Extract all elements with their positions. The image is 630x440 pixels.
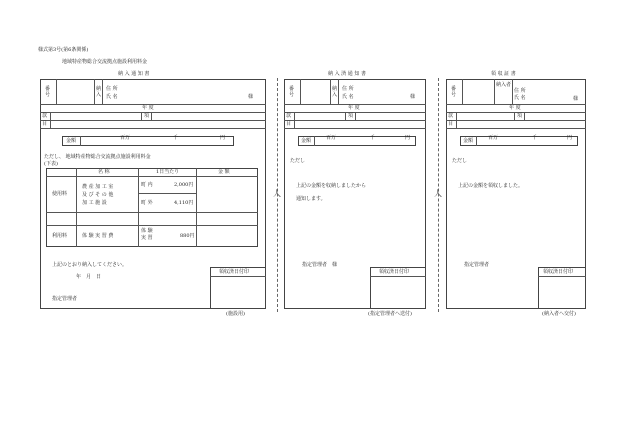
in-town-label: 町 内	[141, 182, 153, 188]
form-title: 地域特産物総合交流拠点施設利用料金	[62, 59, 148, 65]
notify-message: 通知します。	[296, 196, 326, 202]
copy-destination: (施設用)	[226, 311, 245, 317]
tadashi-text: ただし	[290, 158, 306, 164]
honorific: 様	[248, 94, 254, 100]
moku-label: 目	[286, 121, 292, 127]
col-name: 名 称	[98, 169, 110, 175]
fiscal-year-label: 年 度	[348, 105, 360, 111]
experience-price: 880円	[180, 233, 195, 239]
payment-request: 上記のとおり納入してください。	[52, 262, 128, 268]
receipt-stamp-label: 領収済日付印	[379, 269, 410, 275]
experience-unit: 体 験 実 習	[141, 228, 153, 241]
amount-label: 金額	[463, 138, 474, 144]
unit-yen: 円	[405, 135, 411, 141]
panel-title: 領 収 証 書	[491, 71, 516, 77]
experience-name: 体 験 実 習 費	[82, 233, 114, 239]
kan-label: 款	[286, 113, 292, 119]
panel-title: 納 入 済 通 知 書	[328, 71, 366, 77]
panel-title: 納 入 通 知 書	[118, 71, 150, 77]
date-field: 年 月 日	[76, 274, 102, 280]
amount-box	[460, 136, 578, 146]
copy-destination: (納入者へ交付)	[542, 311, 576, 317]
address-label: 住 所	[342, 86, 354, 92]
unit-thousand: 千	[532, 135, 538, 141]
unit-million: 百万	[488, 135, 499, 141]
col-amount: 金 額	[218, 169, 230, 175]
name-label: 氏 名	[514, 95, 526, 101]
manager-label: 指定管理者	[52, 296, 78, 302]
number-label: 番 号	[45, 86, 51, 98]
number-label: 番 号	[451, 86, 457, 98]
amount-label: 金額	[66, 138, 77, 144]
form-number: 様式第3号(第6条関係)	[38, 47, 89, 53]
tadashi-text: ただし、 地域特産物総合交流拠点施設利用料金	[44, 154, 151, 160]
kou-label: 項	[348, 113, 354, 119]
unit-thousand: 千	[173, 135, 179, 141]
unit-million: 百万	[120, 135, 131, 141]
kou-label: 項	[144, 113, 150, 119]
honorific: 様	[573, 96, 579, 102]
receipt-message: 上記の金額を収納しましたから	[296, 183, 367, 189]
out-town-price: 4,110円	[174, 200, 194, 206]
receipt-stamp-label: 領収済日付印	[219, 269, 250, 275]
payer-label: 納入者	[496, 82, 512, 88]
name-label: 氏 名	[342, 94, 354, 100]
amount-label: 金額	[301, 138, 312, 144]
out-town-label: 町 外	[141, 200, 153, 206]
col-per-day: 1日当たり	[156, 169, 180, 175]
address-label: 住 所	[514, 88, 526, 94]
breakdown-note: (下表)	[44, 161, 58, 167]
amount-box	[298, 136, 416, 146]
use-fee-label: 使用料	[52, 191, 68, 197]
tadashi-text: ただし	[452, 158, 468, 164]
number-label: 番 号	[289, 86, 295, 98]
manager-label: 指定管理者	[464, 262, 490, 268]
unit-thousand: 千	[370, 135, 376, 141]
kan-label: 款	[448, 113, 454, 119]
name-label: 氏 名	[106, 94, 118, 100]
kou-label: 項	[517, 113, 523, 119]
unit-yen: 円	[567, 135, 573, 141]
amount-box	[62, 136, 234, 146]
address-label: 住 所	[106, 86, 118, 92]
honorific: 様	[410, 94, 416, 100]
fiscal-year-label: 年 度	[142, 105, 154, 111]
cut-mark: 人	[273, 189, 281, 198]
receipt-message: 上記の金額を領収しました。	[458, 183, 524, 189]
kan-label: 款	[42, 113, 48, 119]
moku-label: 目	[448, 121, 454, 127]
unit-yen: 円	[220, 135, 226, 141]
moku-label: 目	[42, 121, 48, 127]
fiscal-year-label: 年 度	[509, 105, 521, 111]
in-town-price: 2,000円	[174, 182, 194, 188]
payer-label: 納 入	[332, 86, 338, 98]
facility-name: 農 産 加 工 室 及 び そ の 他 加 工 施 設	[82, 184, 114, 206]
experience-label: 利用料	[52, 233, 68, 239]
payer-label: 納 入	[96, 86, 102, 98]
receipt-stamp-label: 領収済日付印	[543, 269, 574, 275]
copy-destination: (指定管理者へ送付)	[368, 311, 412, 317]
unit-million: 百万	[326, 135, 337, 141]
cut-mark: 人	[434, 189, 442, 198]
manager-label: 指定管理者 様	[302, 262, 338, 268]
